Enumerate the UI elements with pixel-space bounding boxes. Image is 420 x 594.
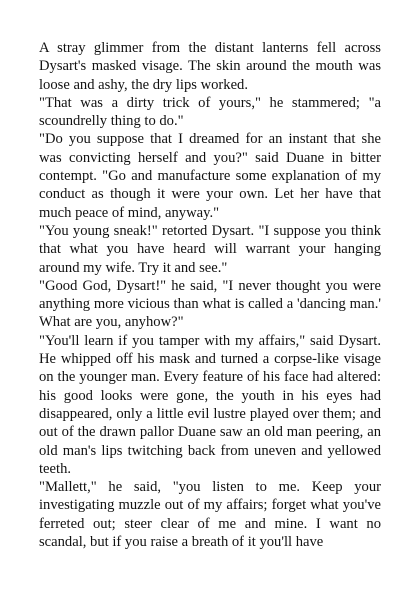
book-page <box>39 39 381 551</box>
paragraph-3: "Do you suppose that I dreamed for an instant that she was convicting herself and you?" said Duane in bitter contempt. "Go and manufacture some explanation of my conduct as though it were your own. Let her have that much peace of mind, anyway." <box>39 131 381 221</box>
paragraph-6: "You'll learn if you tamper with my affairs," said Dysart. He whipped off his mask and turned a corpse-like visage on the younger man. Every feature of his face had altered: his good looks were gone, the youth in his eyes had disappeared, only a little evil lustre played over them; and out of the drawn pallor Duane saw an old man peering, an old man's lips twitching back from uneven and yellowed teeth. <box>39 332 381 477</box>
paragraph-1: A stray glimmer from the distant lanterns fell across Dysart's masked visage. The skin around the mouth was loose and ashy, the dry lips worked. <box>39 40 381 93</box>
paragraph-4: "You young sneak!" retorted Dysart. "I suppose you think that what you have heard will warrant your hanging around my wife. Try it and see." <box>39 222 381 276</box>
paragraph-7: "Mallett," he said, "you listen to me. Keep your investigating muzzle out of my affairs; forget what you've ferreted out; steer clear of me and mine. I want no scandal, but if you raise a breath of it you'll have <box>39 479 381 551</box>
paragraph-5: "Good God, Dysart!" he said, "I never thought you were anything more vicious than what is called a 'dancing man.' What are you, anyhow?" <box>39 277 381 331</box>
paragraph-2: "That was a dirty trick of yours," he stammered; "a scoundrelly thing to do." <box>39 94 381 130</box>
